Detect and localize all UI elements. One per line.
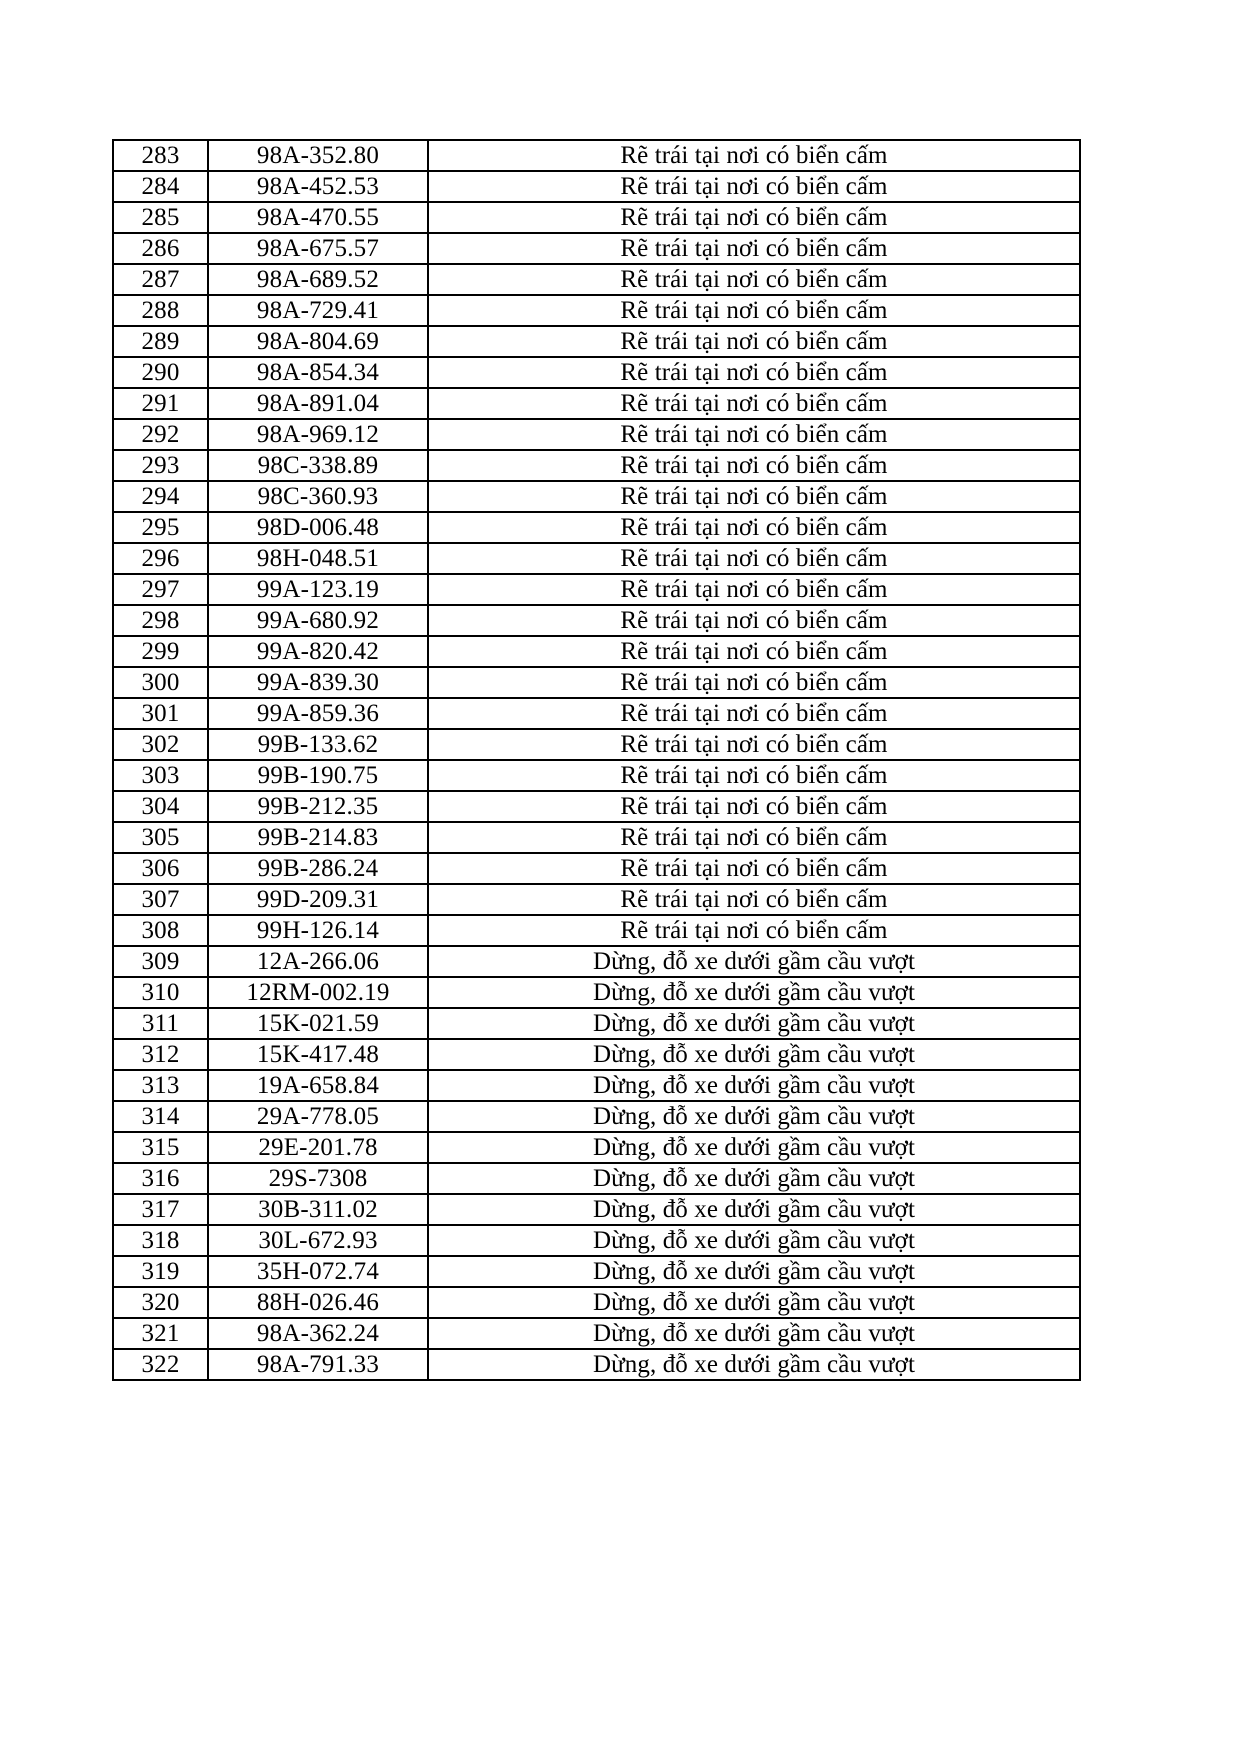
cell-license-plate: 30B-311.02	[208, 1194, 428, 1225]
table-row	[113, 822, 1080, 853]
cell-license-plate: 99A-839.30	[208, 667, 428, 698]
violations-table-container	[112, 139, 1079, 1381]
cell-violation: Dừng, đỗ xe dưới gầm cầu vượt	[428, 1039, 1080, 1070]
cell-stt: 294	[113, 481, 208, 512]
cell-license-plate: 99A-680.92	[208, 605, 428, 636]
cell-stt: 301	[113, 698, 208, 729]
table-row	[113, 729, 1080, 760]
cell-license-plate: 35H-072.74	[208, 1256, 428, 1287]
cell-violation: Rẽ trái tại nơi có biển cấm	[428, 884, 1080, 915]
cell-stt: 304	[113, 791, 208, 822]
cell-license-plate: 99D-209.31	[208, 884, 428, 915]
cell-stt: 284	[113, 171, 208, 202]
cell-stt: 305	[113, 822, 208, 853]
table-row	[113, 357, 1080, 388]
table-row	[113, 884, 1080, 915]
cell-license-plate: 19A-658.84	[208, 1070, 428, 1101]
table-row	[113, 1256, 1080, 1287]
cell-license-plate: 98A-791.33	[208, 1349, 428, 1380]
table-row	[113, 1070, 1080, 1101]
cell-stt: 295	[113, 512, 208, 543]
cell-license-plate: 15K-417.48	[208, 1039, 428, 1070]
cell-violation: Rẽ trái tại nơi có biển cấm	[428, 512, 1080, 543]
cell-violation: Dừng, đỗ xe dưới gầm cầu vượt	[428, 1008, 1080, 1039]
table-row	[113, 1132, 1080, 1163]
cell-license-plate: 29E-201.78	[208, 1132, 428, 1163]
table-row	[113, 698, 1080, 729]
table-row	[113, 605, 1080, 636]
cell-license-plate: 98A-689.52	[208, 264, 428, 295]
cell-stt: 292	[113, 419, 208, 450]
table-row	[113, 915, 1080, 946]
cell-violation: Dừng, đỗ xe dưới gầm cầu vượt	[428, 1132, 1080, 1163]
table-row	[113, 977, 1080, 1008]
cell-license-plate: 98A-854.34	[208, 357, 428, 388]
cell-violation: Rẽ trái tại nơi có biển cấm	[428, 419, 1080, 450]
table-row	[113, 326, 1080, 357]
cell-stt: 308	[113, 915, 208, 946]
cell-violation: Dừng, đỗ xe dưới gầm cầu vượt	[428, 1349, 1080, 1380]
cell-stt: 314	[113, 1101, 208, 1132]
cell-violation: Rẽ trái tại nơi có biển cấm	[428, 264, 1080, 295]
cell-stt: 321	[113, 1318, 208, 1349]
table-row	[113, 1101, 1080, 1132]
table-row	[113, 419, 1080, 450]
table-row	[113, 140, 1080, 171]
table-row	[113, 202, 1080, 233]
cell-violation: Rẽ trái tại nơi có biển cấm	[428, 171, 1080, 202]
cell-stt: 311	[113, 1008, 208, 1039]
cell-stt: 302	[113, 729, 208, 760]
cell-violation: Rẽ trái tại nơi có biển cấm	[428, 388, 1080, 419]
cell-stt: 285	[113, 202, 208, 233]
cell-license-plate: 99B-190.75	[208, 760, 428, 791]
cell-license-plate: 99A-123.19	[208, 574, 428, 605]
table-row	[113, 512, 1080, 543]
cell-stt: 322	[113, 1349, 208, 1380]
cell-license-plate: 98A-362.24	[208, 1318, 428, 1349]
cell-license-plate: 99B-133.62	[208, 729, 428, 760]
table-row	[113, 388, 1080, 419]
cell-stt: 307	[113, 884, 208, 915]
cell-stt: 306	[113, 853, 208, 884]
cell-violation: Dừng, đỗ xe dưới gầm cầu vượt	[428, 1163, 1080, 1194]
cell-stt: 310	[113, 977, 208, 1008]
cell-license-plate: 98C-360.93	[208, 481, 428, 512]
cell-license-plate: 98A-675.57	[208, 233, 428, 264]
cell-violation: Rẽ trái tại nơi có biển cấm	[428, 915, 1080, 946]
cell-violation: Rẽ trái tại nơi có biển cấm	[428, 233, 1080, 264]
cell-stt: 317	[113, 1194, 208, 1225]
cell-violation: Rẽ trái tại nơi có biển cấm	[428, 636, 1080, 667]
cell-stt: 297	[113, 574, 208, 605]
cell-violation: Rẽ trái tại nơi có biển cấm	[428, 605, 1080, 636]
cell-violation: Dừng, đỗ xe dưới gầm cầu vượt	[428, 1070, 1080, 1101]
table-row	[113, 636, 1080, 667]
cell-violation: Dừng, đỗ xe dưới gầm cầu vượt	[428, 977, 1080, 1008]
cell-stt: 291	[113, 388, 208, 419]
cell-license-plate: 98A-452.53	[208, 171, 428, 202]
cell-violation: Rẽ trái tại nơi có biển cấm	[428, 140, 1080, 171]
cell-violation: Rẽ trái tại nơi có biển cấm	[428, 450, 1080, 481]
cell-violation: Dừng, đỗ xe dưới gầm cầu vượt	[428, 1225, 1080, 1256]
cell-stt: 287	[113, 264, 208, 295]
cell-violation: Rẽ trái tại nơi có biển cấm	[428, 729, 1080, 760]
cell-violation: Dừng, đỗ xe dưới gầm cầu vượt	[428, 946, 1080, 977]
cell-license-plate: 88H-026.46	[208, 1287, 428, 1318]
table-row	[113, 1318, 1080, 1349]
table-row	[113, 1163, 1080, 1194]
cell-license-plate: 12A-266.06	[208, 946, 428, 977]
table-row	[113, 481, 1080, 512]
cell-violation: Rẽ trái tại nơi có biển cấm	[428, 202, 1080, 233]
table-row	[113, 295, 1080, 326]
cell-stt: 289	[113, 326, 208, 357]
cell-stt: 320	[113, 1287, 208, 1318]
cell-stt: 283	[113, 140, 208, 171]
cell-stt: 312	[113, 1039, 208, 1070]
cell-violation: Rẽ trái tại nơi có biển cấm	[428, 543, 1080, 574]
cell-violation: Rẽ trái tại nơi có biển cấm	[428, 357, 1080, 388]
cell-license-plate: 12RM-002.19	[208, 977, 428, 1008]
table-row	[113, 574, 1080, 605]
cell-violation: Rẽ trái tại nơi có biển cấm	[428, 667, 1080, 698]
cell-license-plate: 98A-891.04	[208, 388, 428, 419]
cell-violation: Rẽ trái tại nơi có biển cấm	[428, 326, 1080, 357]
table-row	[113, 543, 1080, 574]
table-row	[113, 1008, 1080, 1039]
cell-violation: Dừng, đỗ xe dưới gầm cầu vượt	[428, 1287, 1080, 1318]
cell-license-plate: 98A-352.80	[208, 140, 428, 171]
cell-license-plate: 30L-672.93	[208, 1225, 428, 1256]
cell-license-plate: 98D-006.48	[208, 512, 428, 543]
cell-license-plate: 29A-778.05	[208, 1101, 428, 1132]
table-row	[113, 264, 1080, 295]
cell-stt: 303	[113, 760, 208, 791]
cell-stt: 309	[113, 946, 208, 977]
cell-violation: Rẽ trái tại nơi có biển cấm	[428, 574, 1080, 605]
table-row	[113, 1287, 1080, 1318]
cell-license-plate: 98A-729.41	[208, 295, 428, 326]
table-row	[113, 1349, 1080, 1380]
table-row	[113, 853, 1080, 884]
table-row	[113, 171, 1080, 202]
table-row	[113, 667, 1080, 698]
cell-license-plate: 98A-470.55	[208, 202, 428, 233]
cell-license-plate: 99A-859.36	[208, 698, 428, 729]
cell-stt: 290	[113, 357, 208, 388]
cell-license-plate: 99A-820.42	[208, 636, 428, 667]
table-row	[113, 1225, 1080, 1256]
cell-stt: 296	[113, 543, 208, 574]
cell-license-plate: 99B-212.35	[208, 791, 428, 822]
cell-license-plate: 99B-214.83	[208, 822, 428, 853]
cell-license-plate: 98H-048.51	[208, 543, 428, 574]
cell-violation: Rẽ trái tại nơi có biển cấm	[428, 760, 1080, 791]
cell-violation: Rẽ trái tại nơi có biển cấm	[428, 791, 1080, 822]
cell-stt: 288	[113, 295, 208, 326]
cell-license-plate: 15K-021.59	[208, 1008, 428, 1039]
cell-license-plate: 99H-126.14	[208, 915, 428, 946]
cell-stt: 286	[113, 233, 208, 264]
cell-violation: Dừng, đỗ xe dưới gầm cầu vượt	[428, 1318, 1080, 1349]
cell-violation: Dừng, đỗ xe dưới gầm cầu vượt	[428, 1194, 1080, 1225]
table-row	[113, 1194, 1080, 1225]
cell-violation: Rẽ trái tại nơi có biển cấm	[428, 822, 1080, 853]
cell-violation: Rẽ trái tại nơi có biển cấm	[428, 481, 1080, 512]
cell-license-plate: 98C-338.89	[208, 450, 428, 481]
cell-license-plate: 98A-969.12	[208, 419, 428, 450]
cell-violation: Rẽ trái tại nơi có biển cấm	[428, 853, 1080, 884]
cell-license-plate: 98A-804.69	[208, 326, 428, 357]
violations-table-body	[113, 140, 1080, 1380]
cell-stt: 293	[113, 450, 208, 481]
cell-license-plate: 99B-286.24	[208, 853, 428, 884]
violations-table	[112, 139, 1081, 1381]
cell-stt: 319	[113, 1256, 208, 1287]
table-row	[113, 450, 1080, 481]
cell-violation: Rẽ trái tại nơi có biển cấm	[428, 295, 1080, 326]
cell-violation: Rẽ trái tại nơi có biển cấm	[428, 698, 1080, 729]
table-row	[113, 1039, 1080, 1070]
table-row	[113, 760, 1080, 791]
cell-stt: 318	[113, 1225, 208, 1256]
cell-stt: 316	[113, 1163, 208, 1194]
table-row	[113, 233, 1080, 264]
cell-stt: 313	[113, 1070, 208, 1101]
cell-stt: 300	[113, 667, 208, 698]
cell-stt: 299	[113, 636, 208, 667]
table-row	[113, 791, 1080, 822]
cell-stt: 315	[113, 1132, 208, 1163]
cell-license-plate: 29S-7308	[208, 1163, 428, 1194]
cell-violation: Dừng, đỗ xe dưới gầm cầu vượt	[428, 1256, 1080, 1287]
cell-violation: Dừng, đỗ xe dưới gầm cầu vượt	[428, 1101, 1080, 1132]
cell-stt: 298	[113, 605, 208, 636]
table-row	[113, 946, 1080, 977]
